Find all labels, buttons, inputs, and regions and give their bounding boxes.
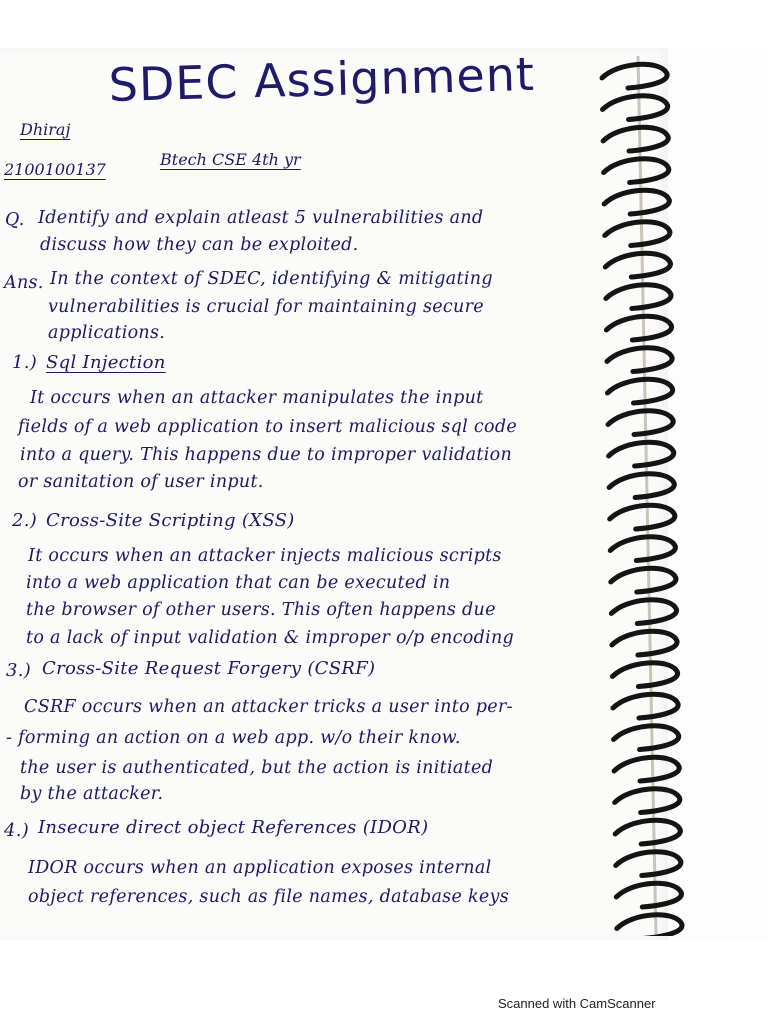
spiral-ring (604, 190, 669, 214)
body-line: or sanitation of user input. (18, 472, 264, 492)
section-number: 3.) (6, 660, 32, 681)
body-line: CSRF occurs when an attacker tricks a user into per- (24, 697, 513, 717)
spiral-ring (614, 757, 679, 781)
question-line: Identify and explain atleast 5 vulnerabilities and (38, 208, 484, 228)
scanner-watermark: Scanned with CamScanner (498, 996, 656, 1011)
body-line: into a web application that can be executed in (26, 573, 451, 593)
body-line: IDOR occurs when an application exposes internal (28, 858, 492, 878)
spiral-ring (611, 600, 676, 624)
section-heading: Insecure direct object References (IDOR) (38, 817, 429, 838)
section-number: 4.) (4, 820, 30, 841)
section-heading: Cross-Site Scripting (XSS) (46, 510, 295, 531)
spiral-ring (610, 537, 675, 561)
body-line: It occurs when an attacker manipulates the input (30, 388, 484, 408)
spiral-ring (608, 379, 673, 403)
course-info: Btech CSE 4th yr (160, 150, 301, 169)
page-title: SDEC Assignment (108, 46, 536, 112)
spiral-ring (611, 568, 676, 592)
body-line: the user is authenticated, but the action is initiated (20, 758, 494, 778)
spiral-ring (609, 474, 674, 498)
body-line: into a query. This happens due to improper validation (20, 445, 513, 465)
body-line: the browser of other users. This often happens due (26, 600, 496, 620)
body-line: to a lack of input validation & improper o/p encoding (26, 628, 515, 648)
spiral-ring (612, 631, 677, 655)
body-line: by the attacker. (20, 784, 164, 804)
spiral-ring (614, 726, 679, 750)
answer-label: Ans. (4, 273, 44, 293)
spiral-binding (588, 56, 718, 936)
spiral-ring (610, 505, 675, 529)
answer-line: vulnerabilities is crucial for maintaining secure (48, 297, 484, 317)
body-line: object references, such as file names, database keys (28, 887, 510, 907)
spiral-ring (603, 127, 668, 151)
roll-number: 2100100137 (4, 160, 106, 179)
spiral-ring (612, 663, 677, 687)
question-label: Q. (5, 210, 25, 230)
author-name: Dhiraj (20, 120, 71, 139)
spiral-ring (605, 222, 670, 246)
question-line: discuss how they can be exploited. (40, 235, 359, 255)
spiral-ring (603, 96, 668, 120)
body-line: It occurs when an attacker injects malicious scripts (28, 546, 502, 566)
spiral-ring (615, 820, 680, 844)
answer-line: applications. (48, 323, 166, 343)
spiral-ring (609, 442, 674, 466)
section-heading: Sql Injection (46, 352, 166, 373)
spiral-ring (616, 883, 681, 907)
spiral-ring (606, 285, 671, 309)
body-line: - forming an action on a web app. w/o their know. (6, 728, 461, 748)
spiral-ring (613, 694, 678, 718)
spiral-ring (616, 852, 681, 876)
spiral-ring (606, 316, 671, 340)
spiral-ring (604, 159, 669, 183)
spiral-ring (617, 915, 682, 936)
spiral-ring (605, 253, 670, 277)
spiral-ring (602, 64, 667, 88)
section-number: 2.) (12, 510, 38, 531)
spiral-ring (607, 348, 672, 372)
section-heading: Cross-Site Request Forgery (CSRF) (42, 658, 376, 679)
spiral-ring (615, 789, 680, 813)
section-number: 1.) (12, 352, 38, 373)
spiral-ring (608, 411, 673, 435)
body-line: fields of a web application to insert malicious sql code (18, 417, 518, 437)
answer-line: In the context of SDEC, identifying & mitigating (50, 269, 493, 289)
notebook-paper (0, 48, 669, 940)
